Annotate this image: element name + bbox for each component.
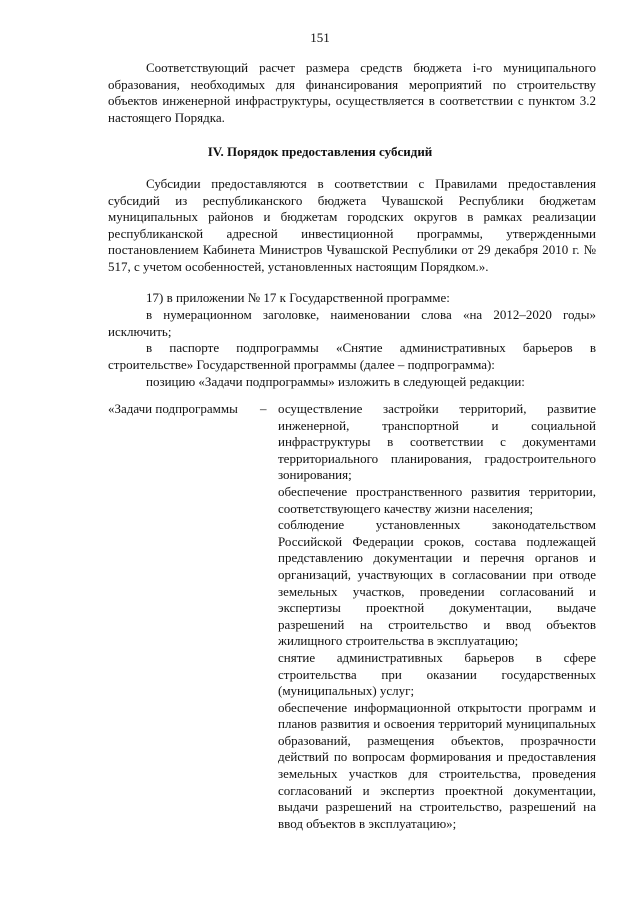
paragraph-appendix: 17) в приложении № 17 к Государственной программе: xyxy=(146,290,450,305)
tasks-label: «Задачи подпрограммы xyxy=(108,401,238,416)
task-item: обеспечение пространственного развития территории, соответствующего качеству жизни населения; xyxy=(278,483,596,516)
paragraph-position: позицию «Задачи подпрограммы» изложить в следующей редакции: xyxy=(146,374,525,389)
task-item: соблюдение установленных законодательством Российской Федерации сроков, состава подлежащей представлению документации и перечня органов и организаций, участвующих в согласовании при отводе земельных участков, проведении согласований и экспертизы проектной документации, выдаче разрешений на строительство и ввод объектов жилищного строительства в эксплуатацию; xyxy=(278,517,596,649)
task-item: снятие административных барьеров в сфере строительства при оказании государственных (муниципальных) услуг; xyxy=(278,649,596,699)
task-item: обеспечение информационной открытости программ и планов развития и освоения территорий муниципальных образований, размещения объектов, прозрачности действий по вопросам формирования и предоставления земельных участков для строительства, проведения согласований и экспертиз проектной документации, выдачи разрешений на строительство, разрешений на ввод объектов в эксплуатацию»; xyxy=(278,699,596,831)
section-heading: IV. Порядок предоставления субсидий xyxy=(207,144,433,159)
paragraph-passport: в паспорте подпрограммы «Снятие административных барьеров в строительстве» Государственной программы (далее – подпрограмма): xyxy=(108,340,596,372)
task-item: осуществление застройки территорий, развитие инженерной, транспортной и социальной инфраструктуры в соответствии с документами территориального планирования, градостроительного зонирования; xyxy=(278,401,596,483)
page-number: 151 xyxy=(310,30,330,45)
paragraph-calculation: Соответствующий расчет размера средств бюджета i-го муниципального образования, необходимых для финансирования мероприятий по строительству объектов инженерной инфраструктуры, осуществляется в соответствии с пунктом 3.2 настоящего Порядка. xyxy=(108,60,596,125)
paragraph-numbering: в нумерационном заголовке, наименовании слова «на 2012–2020 годы» исключить; xyxy=(108,307,596,339)
tasks-dash: – xyxy=(260,401,267,416)
paragraph-subsidies: Субсидии предоставляются в соответствии с Правилами предоставления субсидий из республиканского бюджета Чувашской Республики бюджетам муниципальных районов и бюджетам городских округов в рамках реализации республиканской адресной инвестиционной программы, утвержденными постановлением Кабинета Министров Чувашской Республики от 29 декабря 2010 г. № 517, с учетом особенностей, установленных настоящим Порядком.». xyxy=(108,176,596,274)
tasks-list xyxy=(278,401,596,832)
